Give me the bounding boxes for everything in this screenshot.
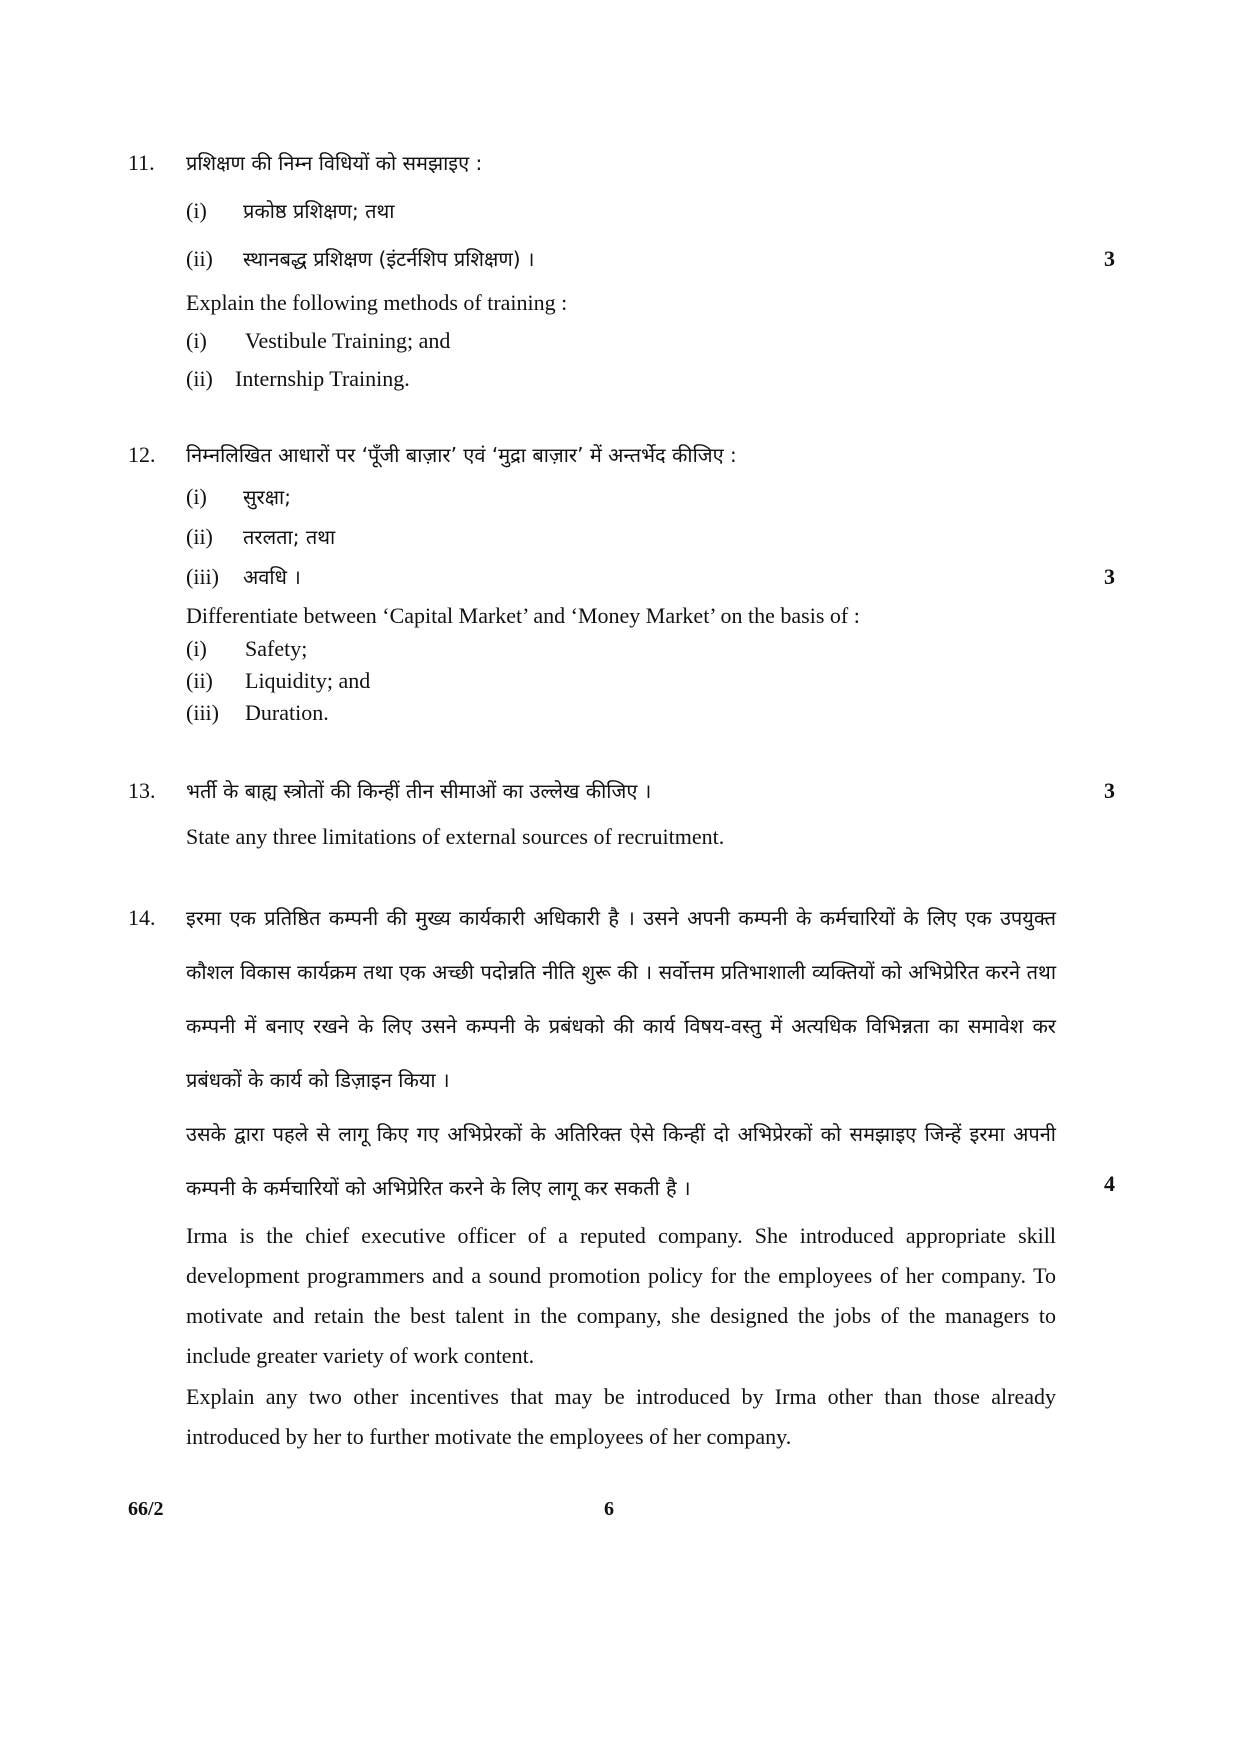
q12-english-item-label: (iii) xyxy=(186,700,219,725)
question-13-marks: 3 xyxy=(1104,778,1115,803)
question-14-marks: 4 xyxy=(1104,1171,1115,1196)
q12-hindi-item-text: तरलता; तथा xyxy=(243,525,336,549)
question-12-marks: 3 xyxy=(1104,564,1115,589)
q12-english-item-label: (i) xyxy=(186,636,207,661)
question-14-hindi-paragraph-2: उसके द्वारा पहले से लागू किए गए अभिप्रेरकों के अतिरिक्त ऐसे किन्हीं दो अभिप्रेरकों को समझाइए जिन्हें इरमा अपनी कम्पनी के कर्मचारियों को अभिप्रेरित करने के लिए लागू कर सकती है । xyxy=(186,1122,1056,1200)
question-12-english: Differentiate between ‘Capital Market’ and ‘Money Market’ on the basis of : xyxy=(186,603,860,628)
question-12-hindi: निम्नलिखित आधारों पर ‘पूँजी बाज़ार’ एवं ‘मुद्रा बाज़ार’ में अन्तर्भेद कीजिए : xyxy=(186,443,737,467)
question-14-hindi-paragraph-1: इरमा एक प्रतिष्ठित कम्पनी की मुख्य कार्यकारी अधिकारी है । उसने अपनी कम्पनी के कर्मचारियों के लिए एक उपयुक्त कौशल विकास कार्यक्रम तथा एक अच्छी पदोन्नति नीति शुरू की । सर्वोत्तम प्रतिभाशाली व्यक्तियों को अभिप्रेरित करने तथा कम्पनी में बनाए रखने के लिए उसने कम्पनी के प्रबंधको की कार्य विषय-वस्तु में अत्यधिक विभिन्नता का समावेश कर प्रबंधकों के कार्य को डिज़ाइन किया । xyxy=(186,906,1056,1092)
q12-english-item-text: Duration. xyxy=(245,700,329,725)
question-13-hindi: भर्ती के बाह्य स्त्रोतों की किन्हीं तीन सीमाओं का उल्लेख कीजिए । xyxy=(186,779,652,803)
question-13-number: 13. xyxy=(128,778,156,803)
q11-hindi-item-text: प्रकोष्ठ प्रशिक्षण; तथा xyxy=(243,199,395,223)
q11-english-item-text: Vestibule Training; and xyxy=(245,328,451,353)
q12-hindi-item-label: (ii) xyxy=(186,524,213,549)
q11-hindi-item-label: (ii) xyxy=(186,246,213,271)
q12-hindi-item-label: (i) xyxy=(186,484,207,509)
q12-hindi-item-text: अवधि । xyxy=(243,565,301,589)
paper-code: 66/2 xyxy=(128,1498,164,1520)
q11-english-item-label: (i) xyxy=(186,328,207,353)
page-number: 6 xyxy=(604,1498,614,1520)
q11-english-item-label: (ii) xyxy=(186,366,213,391)
q11-hindi-item-text: स्थानबद्ध प्रशिक्षण (इंटर्नशिप प्रशिक्षण) । xyxy=(243,247,535,271)
q11-english-item-text: Internship Training. xyxy=(235,366,410,391)
q12-english-item-text: Safety; xyxy=(245,636,308,661)
question-14-number: 14. xyxy=(128,905,156,930)
q12-english-item-text: Liquidity; and xyxy=(245,668,371,693)
question-14-english-paragraph-2: Explain any two other incentives that may be introduced by Irma other than those already introduced by her to further motivate the employees of her company. xyxy=(186,1384,1056,1449)
q12-english-item-label: (ii) xyxy=(186,668,213,693)
q12-hindi-item-label: (iii) xyxy=(186,564,219,589)
question-11-number: 11. xyxy=(128,150,155,175)
question-14-english-paragraph-1: Irma is the chief executive officer of a reputed company. She introduced appropriate skill development programmers and a sound promotion policy for the employees of her company. To motivate and retain the best talent in the company, she designed the jobs of the managers to include greater variety of work content. xyxy=(186,1223,1056,1368)
question-11-english: Explain the following methods of training : xyxy=(186,290,568,315)
question-11-marks: 3 xyxy=(1104,246,1115,271)
q12-hindi-item-text: सुरक्षा; xyxy=(243,485,291,509)
q11-hindi-item-label: (i) xyxy=(186,198,207,223)
question-11-hindi: प्रशिक्षण की निम्न विधियों को समझाइए : xyxy=(186,151,483,175)
question-12-number: 12. xyxy=(128,442,156,467)
question-13-english: State any three limitations of external sources of recruitment. xyxy=(186,824,725,849)
